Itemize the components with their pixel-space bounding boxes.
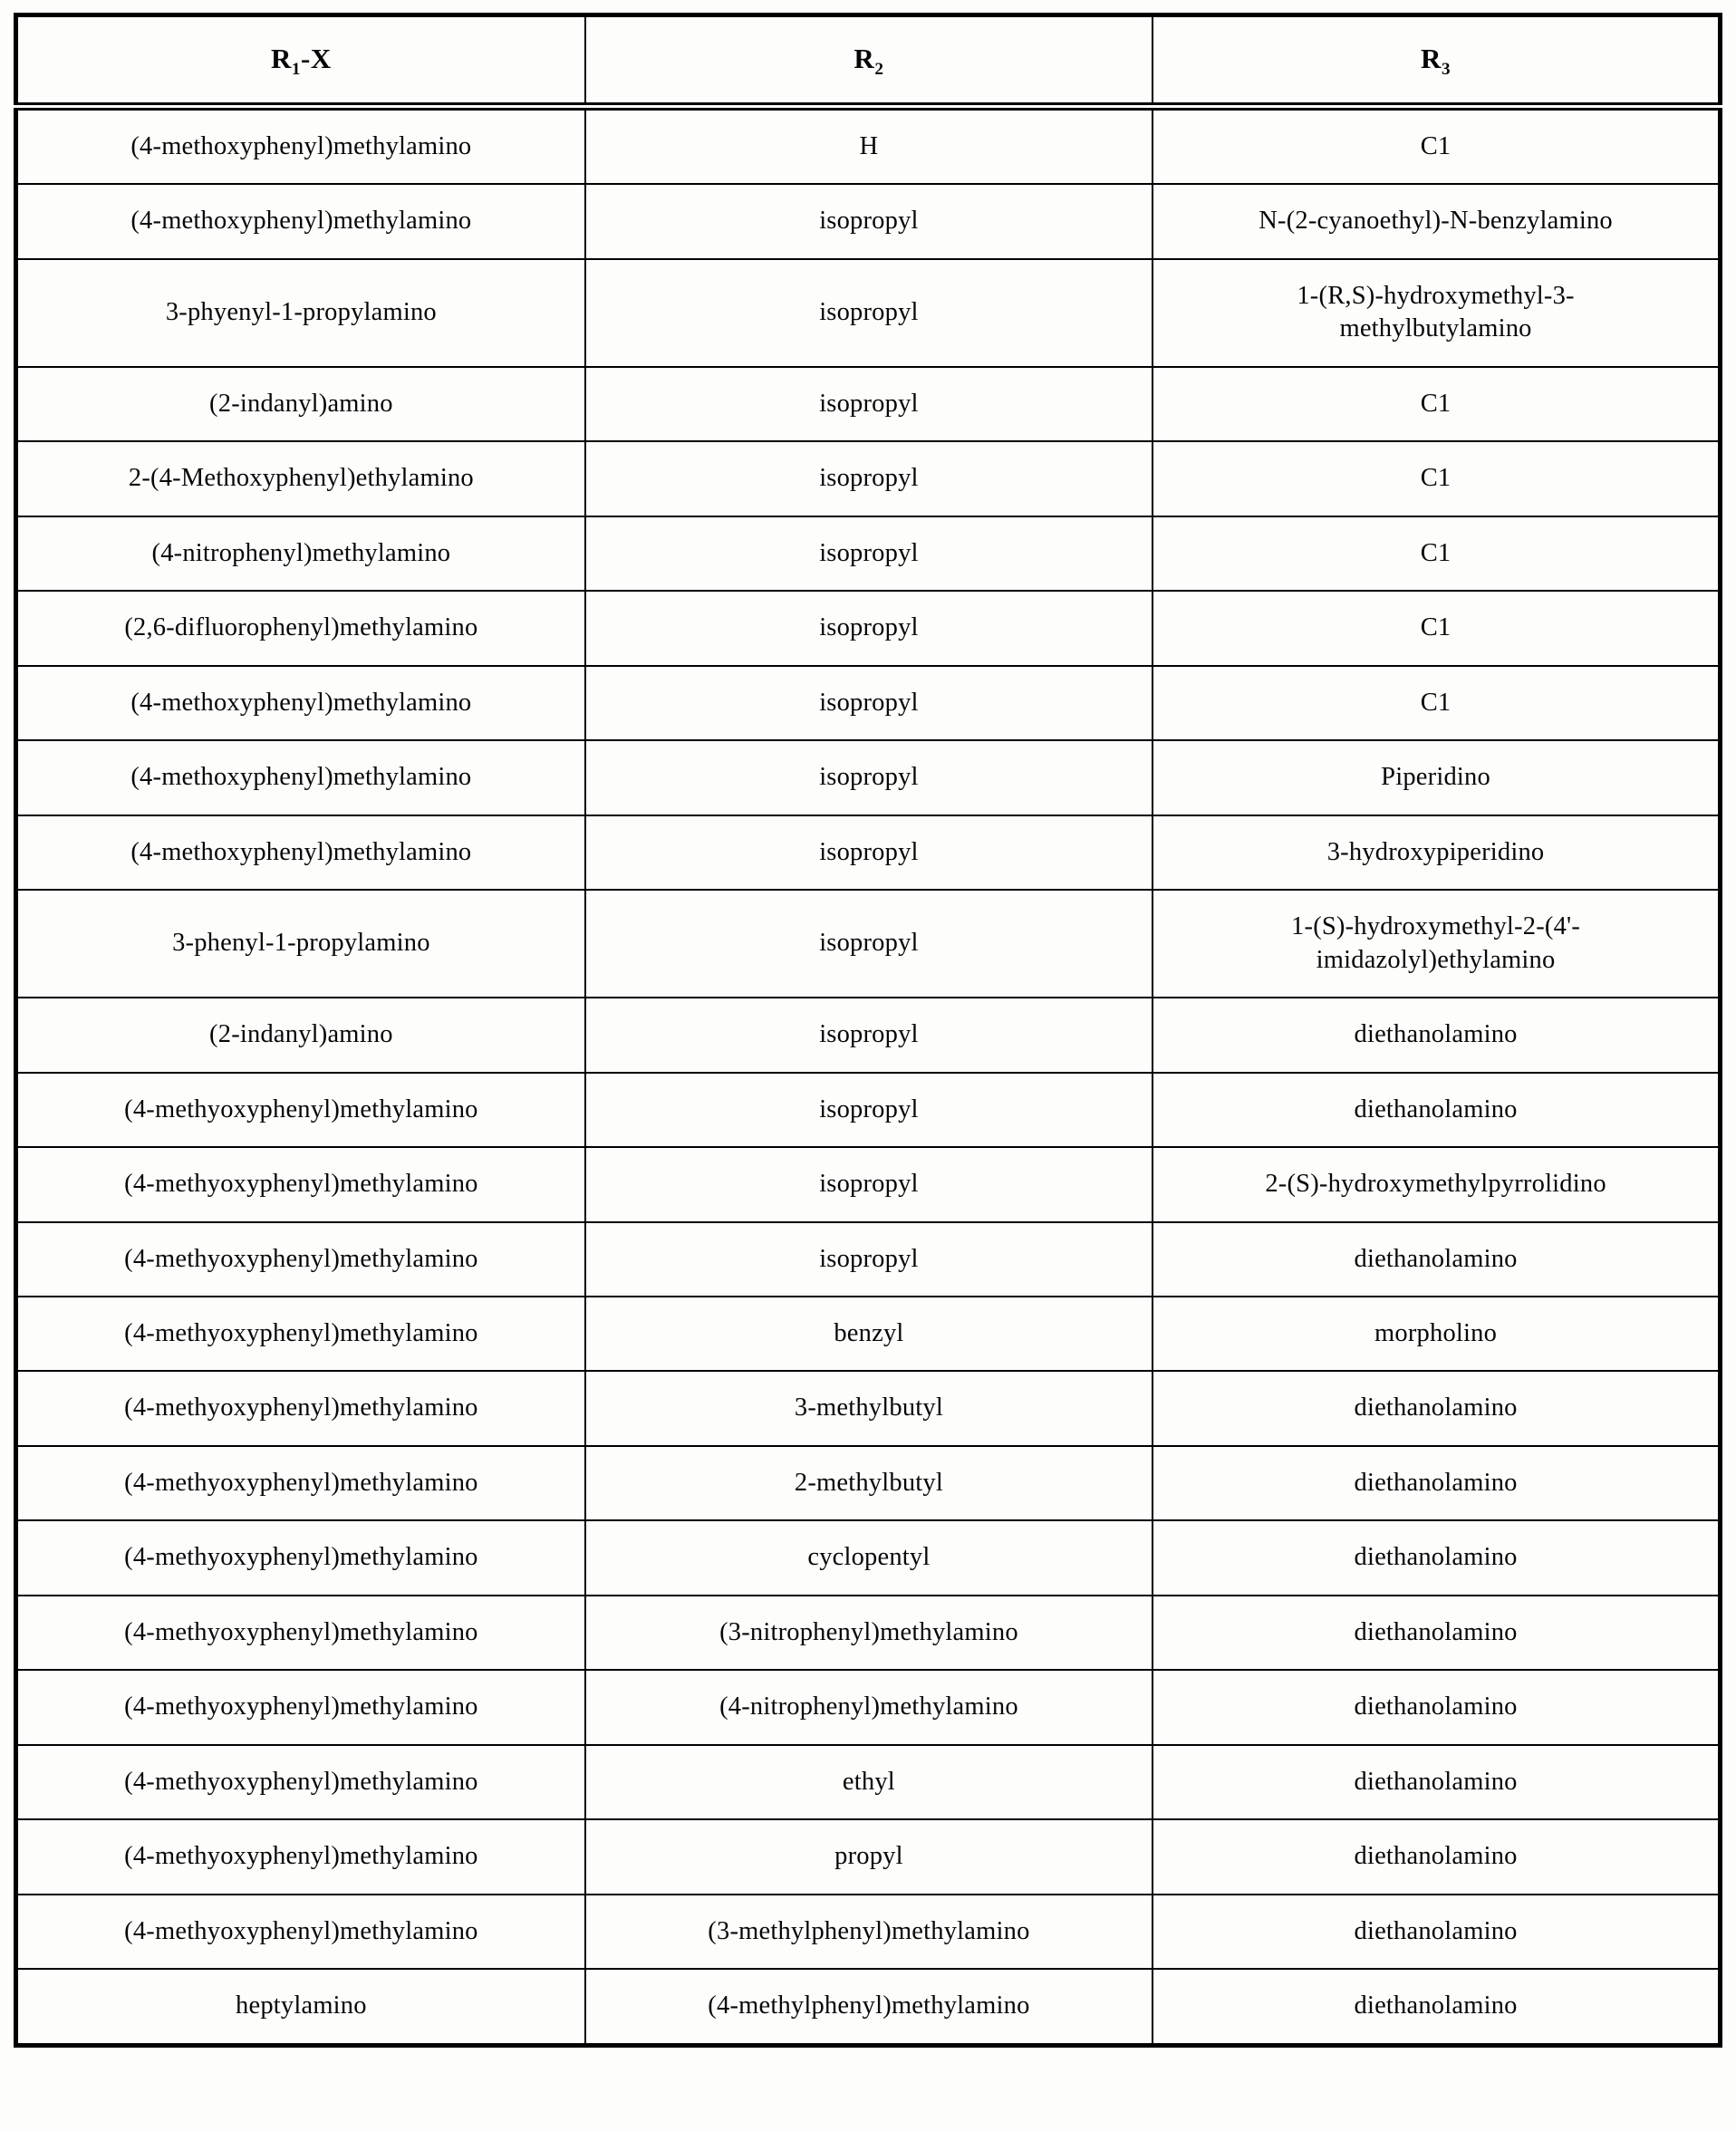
table-cell: isopropyl bbox=[585, 516, 1153, 591]
table-cell: isopropyl bbox=[585, 890, 1153, 998]
table-row bbox=[16, 666, 1721, 740]
table-row bbox=[16, 1670, 1721, 1744]
table-row bbox=[16, 740, 1721, 815]
table-cell: C1 bbox=[1153, 591, 1720, 665]
table-cell: (4-methyoxyphenyl)methylamino bbox=[16, 1596, 585, 1670]
table-cell: Piperidino bbox=[1153, 740, 1720, 815]
table-header-row bbox=[16, 15, 1721, 107]
table-cell: (4-methyoxyphenyl)methylamino bbox=[16, 1520, 585, 1595]
table-row bbox=[16, 1297, 1721, 1371]
header-subscript: 2 bbox=[874, 60, 884, 80]
table-cell: 2-methylbutyl bbox=[585, 1446, 1153, 1520]
header-base-text: R bbox=[1421, 43, 1442, 74]
table-cell: (4-methyoxyphenyl)methylamino bbox=[16, 1371, 585, 1445]
table-cell: C1 bbox=[1153, 666, 1720, 740]
table-cell: C1 bbox=[1153, 441, 1720, 516]
table-cell: N-(2-cyanoethyl)-N-benzylamino bbox=[1153, 184, 1720, 258]
table-cell: diethanolamino bbox=[1153, 1670, 1720, 1744]
table-cell: diethanolamino bbox=[1153, 1745, 1720, 1819]
table-cell: isopropyl bbox=[585, 184, 1153, 258]
table-row bbox=[16, 367, 1721, 441]
table-cell: isopropyl bbox=[585, 815, 1153, 890]
table-cell: (2-indanyl)amino bbox=[16, 998, 585, 1072]
table-cell: (2,6-difluorophenyl)methylamino bbox=[16, 591, 585, 665]
column-header-r3 bbox=[1153, 15, 1720, 107]
table-row bbox=[16, 1147, 1721, 1221]
table-cell: diethanolamino bbox=[1153, 1446, 1720, 1520]
table-cell: 3-phenyl-1-propylamino bbox=[16, 890, 585, 998]
table-cell: (4-methyoxyphenyl)methylamino bbox=[16, 1147, 585, 1221]
table-cell: propyl bbox=[585, 1819, 1153, 1894]
table-row bbox=[16, 184, 1721, 258]
table-cell: (4-methyoxyphenyl)methylamino bbox=[16, 1297, 585, 1371]
table-row bbox=[16, 516, 1721, 591]
table-cell: diethanolamino bbox=[1153, 1222, 1720, 1297]
table-row bbox=[16, 1520, 1721, 1595]
table-cell: isopropyl bbox=[585, 367, 1153, 441]
table-cell: heptylamino bbox=[16, 1969, 585, 2045]
table-cell: benzyl bbox=[585, 1297, 1153, 1371]
table-cell: (4-methyoxyphenyl)methylamino bbox=[16, 1446, 585, 1520]
table-cell: isopropyl bbox=[585, 441, 1153, 516]
table-cell: (4-methoxyphenyl)methylamino bbox=[16, 107, 585, 185]
column-header-r2 bbox=[585, 15, 1153, 107]
table-row bbox=[16, 815, 1721, 890]
table-cell: (4-methyoxyphenyl)methylamino bbox=[16, 1222, 585, 1297]
table-row bbox=[16, 259, 1721, 367]
table-row bbox=[16, 998, 1721, 1072]
table-cell: (2-indanyl)amino bbox=[16, 367, 585, 441]
compound-substituent-table bbox=[14, 13, 1722, 2048]
table-cell: C1 bbox=[1153, 367, 1720, 441]
table-cell: isopropyl bbox=[585, 666, 1153, 740]
table-row bbox=[16, 1819, 1721, 1894]
table-cell: (3-methylphenyl)methylamino bbox=[585, 1895, 1153, 1969]
table-cell: 3-hydroxypiperidino bbox=[1153, 815, 1720, 890]
table-cell: 2-(S)-hydroxymethylpyrrolidino bbox=[1153, 1147, 1720, 1221]
table-cell: isopropyl bbox=[585, 1147, 1153, 1221]
table-cell: (4-nitrophenyl)methylamino bbox=[585, 1670, 1153, 1744]
table-row bbox=[16, 1222, 1721, 1297]
table-row bbox=[16, 1969, 1721, 2045]
table-cell: diethanolamino bbox=[1153, 1596, 1720, 1670]
table-cell: diethanolamino bbox=[1153, 1895, 1720, 1969]
table-row bbox=[16, 591, 1721, 665]
table-cell: isopropyl bbox=[585, 740, 1153, 815]
table-cell: C1 bbox=[1153, 107, 1720, 185]
table-cell: isopropyl bbox=[585, 591, 1153, 665]
table-row bbox=[16, 1596, 1721, 1670]
table-cell: 2-(4-Methoxyphenyl)ethylamino bbox=[16, 441, 585, 516]
table-cell: cyclopentyl bbox=[585, 1520, 1153, 1595]
table-row bbox=[16, 107, 1721, 185]
table-cell: C1 bbox=[1153, 516, 1720, 591]
header-base-text: R bbox=[854, 43, 875, 74]
table-cell: (4-methoxyphenyl)methylamino bbox=[16, 815, 585, 890]
table-cell: H bbox=[585, 107, 1153, 185]
table-row bbox=[16, 1895, 1721, 1969]
table-cell: 1-(S)-hydroxymethyl-2-(4'- imidazolyl)ethylamino bbox=[1153, 890, 1720, 998]
table-row bbox=[16, 1371, 1721, 1445]
table-row bbox=[16, 1745, 1721, 1819]
table-cell: (4-methoxyphenyl)methylamino bbox=[16, 740, 585, 815]
table-cell: (4-methyoxyphenyl)methylamino bbox=[16, 1819, 585, 1894]
header-suffix-text: -X bbox=[301, 43, 332, 74]
table-cell: diethanolamino bbox=[1153, 1969, 1720, 2045]
table-cell: 3-methylbutyl bbox=[585, 1371, 1153, 1445]
table-cell: diethanolamino bbox=[1153, 1371, 1720, 1445]
table-cell: (4-methoxyphenyl)methylamino bbox=[16, 184, 585, 258]
table-cell: (4-nitrophenyl)methylamino bbox=[16, 516, 585, 591]
header-subscript: 3 bbox=[1441, 60, 1451, 80]
table-cell: isopropyl bbox=[585, 998, 1153, 1072]
table-cell: diethanolamino bbox=[1153, 998, 1720, 1072]
header-base-text: R bbox=[271, 43, 292, 74]
column-header-r1x bbox=[16, 15, 585, 107]
table-row bbox=[16, 441, 1721, 516]
table-cell: isopropyl bbox=[585, 259, 1153, 367]
table-cell: (4-methyoxyphenyl)methylamino bbox=[16, 1073, 585, 1147]
table-cell: morpholino bbox=[1153, 1297, 1720, 1371]
table-cell: 3-phyenyl-1-propylamino bbox=[16, 259, 585, 367]
table-cell: 1-(R,S)-hydroxymethyl-3- methylbutylamino bbox=[1153, 259, 1720, 367]
table-row bbox=[16, 1446, 1721, 1520]
table-cell: (4-methyoxyphenyl)methylamino bbox=[16, 1670, 585, 1744]
table-row bbox=[16, 1073, 1721, 1147]
table-cell: isopropyl bbox=[585, 1222, 1153, 1297]
table-cell: isopropyl bbox=[585, 1073, 1153, 1147]
header-subscript: 1 bbox=[291, 60, 302, 80]
table-cell: diethanolamino bbox=[1153, 1073, 1720, 1147]
table-cell: diethanolamino bbox=[1153, 1520, 1720, 1595]
table-cell: (4-methyoxyphenyl)methylamino bbox=[16, 1745, 585, 1819]
table-row bbox=[16, 890, 1721, 998]
table-cell: diethanolamino bbox=[1153, 1819, 1720, 1894]
table-cell: (4-methyoxyphenyl)methylamino bbox=[16, 1895, 585, 1969]
table-cell: (4-methylphenyl)methylamino bbox=[585, 1969, 1153, 2045]
table-cell: ethyl bbox=[585, 1745, 1153, 1819]
table-cell: (4-methoxyphenyl)methylamino bbox=[16, 666, 585, 740]
table-cell: (3-nitrophenyl)methylamino bbox=[585, 1596, 1153, 1670]
